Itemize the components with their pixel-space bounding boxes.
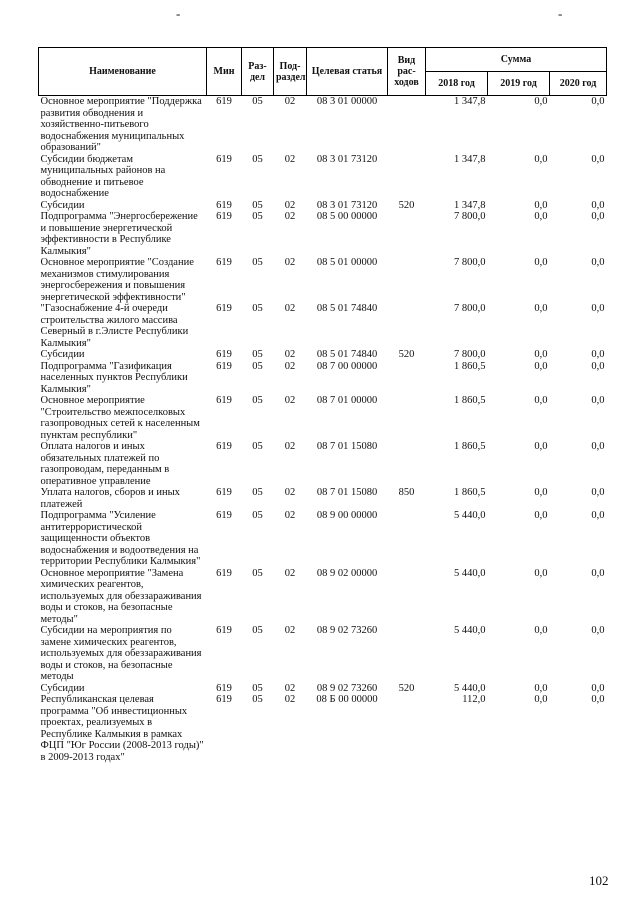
cell-razdel: 05 [252,96,263,107]
cell-razdel: 05 [252,682,263,694]
cell-2020: 0,0 [591,303,605,314]
cell-razdel: 05 [252,395,263,406]
cell-podrazdel: 02 [284,96,296,107]
cell-vid: 520 [398,349,415,360]
cell-min: 619 [216,199,232,211]
cell-2020: 0,0 [591,257,605,268]
cell-2018: 7 800,0 [454,303,486,314]
cell-vid [388,510,426,568]
cell-2020: 0,0 [591,96,605,107]
cell-target: 08 Б 00 00000 [316,694,378,705]
cell-vid: 520 [398,199,415,211]
cell-podrazdel: 02 [284,694,296,705]
table-row [39,510,607,568]
cell-min: 619 [216,349,232,360]
table-row [39,568,607,626]
table-row [39,361,607,396]
table-row [39,303,607,349]
table-row [39,625,607,683]
cell-2020: 0,0 [591,395,605,406]
cell-target: 08 9 02 73260 [316,625,378,636]
cell-2018: 7 800,0 [454,257,486,268]
cell-target: 08 3 01 73120 [316,153,378,165]
cell-2019: 0,0 [534,153,548,165]
cell-vid [388,568,426,626]
cell-vid: 520 [398,682,415,694]
cell-2019: 0,0 [534,694,548,705]
cell-name: Основное мероприятие "Создание механизмов стимулирования энергосбережения и повышения энергетической эффективности" [40,257,194,303]
cell-2019: 0,0 [534,96,548,107]
cell-2018: 1 347,8 [454,96,486,107]
cell-name: "Газоснабжение 4-й очереди строительства жилого массива Северный в г.Элисте Республики Калмыкия" [40,303,189,349]
cell-podrazdel: 02 [284,625,296,636]
table-row [39,395,607,441]
cell-2020: 0,0 [591,510,605,521]
cell-podrazdel: 02 [284,510,296,521]
cell-podrazdel: 02 [284,360,296,372]
cell-vid: 850 [398,487,415,498]
cell-2019: 0,0 [534,567,548,579]
cell-razdel: 05 [252,694,263,705]
cell-min: 619 [216,510,232,521]
header-min: Мин [207,48,242,96]
cell-2019: 0,0 [534,303,548,314]
cell-podrazdel: 02 [284,303,296,314]
cell-podrazdel: 02 [284,441,296,452]
cell-name: Основное мероприятие "Замена химических реагентов, используемых для обеззараживания воды и стоков, на безопасные методы" [40,567,202,625]
cell-min: 619 [216,567,232,579]
cell-razdel: 05 [252,199,263,211]
cell-target: 08 7 01 15080 [316,441,378,452]
table-row [39,200,607,212]
cell-name: Оплата налогов и иных обязательных платежей по газопроводам, переданным в оперативное управление [40,441,170,487]
cell-target: 08 5 01 74840 [316,303,378,314]
cell-2020: 0,0 [591,153,605,165]
cell-2018: 1 860,5 [454,395,486,406]
header-sum: Сумма [426,48,607,72]
cell-2019: 0,0 [534,360,548,372]
cell-razdel: 05 [252,349,263,360]
cell-razdel: 05 [252,211,263,222]
budget-table [38,47,607,763]
cell-name: Подпрограмма "Энергосбережение и повышение энергетической эффективности в Республике Калмыкия" [40,211,198,257]
cell-name: Субсидии бюджетам муниципальных районов на обводнение и питьевое водоснабжение [40,153,166,199]
header-dash-left: - [176,6,181,21]
cell-2019: 0,0 [534,349,548,360]
cell-2018: 1 347,8 [454,199,486,211]
header-2018: 2018 год [426,72,488,96]
cell-2018: 1 860,5 [454,441,486,452]
table-row [39,683,607,695]
table-row [39,257,607,303]
header-2019: 2019 год [488,72,550,96]
cell-podrazdel: 02 [284,199,296,211]
cell-min: 619 [216,360,232,372]
cell-2019: 0,0 [534,510,548,521]
cell-2019: 0,0 [534,395,548,406]
cell-min: 619 [216,682,232,694]
cell-vid [388,361,426,396]
cell-name: Субсидии [40,349,85,360]
cell-min: 619 [216,211,232,222]
cell-2020: 0,0 [591,694,605,705]
page-number: 102 [589,873,609,888]
cell-name: Субсидии на мероприятия по замене химических реагентов, используемых для обеззараживания воды и стоков, на безопасные методы [40,625,202,682]
cell-min: 619 [216,96,232,107]
cell-2018: 112,0 [462,694,486,705]
cell-2019: 0,0 [534,625,548,636]
cell-vid [388,441,426,487]
table-body [39,96,607,764]
cell-name: Уплата налогов, сборов и иных платежей [40,487,180,510]
cell-vid [388,257,426,303]
cell-2020: 0,0 [591,199,605,211]
header-podrazdel: Под-раздел [274,48,307,96]
cell-vid [388,211,426,257]
cell-target: 08 5 00 00000 [316,211,378,222]
cell-podrazdel: 02 [284,349,296,360]
cell-name: Основное мероприятие "Поддержка развития обводнения и хозяйственно-питьевого водоснабжения муниципальных образований" [40,96,202,153]
cell-target: 08 9 00 00000 [316,510,378,521]
cell-2020: 0,0 [591,360,605,372]
cell-name: Основное мероприятие "Строительство межпоселковых газопроводных сетей к населенным пунктам республики" [40,395,200,441]
cell-2020: 0,0 [591,211,605,222]
cell-target: 08 5 01 00000 [316,257,378,268]
cell-min: 619 [216,625,232,636]
cell-vid [388,96,426,154]
cell-2018: 1 860,5 [454,360,486,372]
cell-razdel: 05 [252,487,263,498]
cell-2020: 0,0 [591,625,605,636]
header-razdel: Раз-дел [242,48,274,96]
cell-target: 08 3 01 00000 [316,96,378,107]
cell-name: Республиканская целевая программа "Об инвестиционных проектах, реализуемых в Республике Калмыкия в рамках ФЦП "Юг России (2008-2013 годы)" в 2009-2013 годах" [40,694,204,763]
cell-name: Субсидии [40,682,85,694]
table-row [39,487,607,510]
header-name: Наименование [39,48,207,96]
cell-razdel: 05 [252,567,263,579]
cell-2020: 0,0 [591,682,605,694]
header-2020: 2020 год [550,72,607,96]
cell-target: 08 5 01 74840 [316,349,378,360]
header-dash-right: - [558,6,563,21]
cell-razdel: 05 [252,153,263,165]
header-vid: Вид рас-ходов [388,48,426,96]
cell-2018: 1 860,5 [454,487,486,498]
cell-min: 619 [216,395,232,406]
cell-2019: 0,0 [534,441,548,452]
cell-target: 08 7 01 00000 [316,395,378,406]
cell-podrazdel: 02 [284,211,296,222]
cell-target: 08 7 01 15080 [316,487,378,498]
cell-2020: 0,0 [591,567,605,579]
cell-podrazdel: 02 [284,257,296,268]
cell-target: 08 3 01 73120 [316,199,378,211]
cell-min: 619 [216,303,232,314]
cell-podrazdel: 02 [284,487,296,498]
cell-podrazdel: 02 [284,567,296,579]
cell-2018: 5 440,0 [454,682,486,694]
cell-2019: 0,0 [534,257,548,268]
cell-podrazdel: 02 [284,682,296,694]
table-row [39,154,607,200]
cell-target: 08 9 02 00000 [316,567,378,579]
cell-vid [388,625,426,683]
cell-razdel: 05 [252,360,263,372]
table-row [39,441,607,487]
cell-2020: 0,0 [591,349,605,360]
table-row [39,96,607,154]
cell-2018: 5 440,0 [454,510,486,521]
cell-target: 08 7 00 00000 [316,360,378,372]
cell-razdel: 05 [252,625,263,636]
cell-min: 619 [216,153,232,165]
cell-2019: 0,0 [534,682,548,694]
cell-name: Подпрограмма "Газификация населенных пунктов Республики Калмыкия" [40,360,188,395]
cell-2019: 0,0 [534,487,548,498]
cell-vid [388,303,426,349]
cell-2020: 0,0 [591,487,605,498]
cell-vid [388,154,426,200]
cell-razdel: 05 [252,303,263,314]
cell-min: 619 [216,257,232,268]
cell-vid [388,395,426,441]
table-row [39,694,607,763]
header-target: Целевая статья [307,48,388,96]
cell-name: Субсидии [40,199,85,211]
cell-min: 619 [216,694,232,705]
cell-razdel: 05 [252,257,263,268]
cell-name: Подпрограмма "Усиление антитеррористической защищенности объектов водоснабжения и водоотведения на территории Республики Калмыкия" [40,510,201,567]
cell-2018: 1 347,8 [454,153,486,165]
cell-min: 619 [216,441,232,452]
table-row [39,211,607,257]
cell-2019: 0,0 [534,211,548,222]
cell-razdel: 05 [252,510,263,521]
cell-podrazdel: 02 [284,395,296,406]
cell-2018: 5 440,0 [454,567,486,579]
cell-2018: 7 800,0 [454,349,486,360]
cell-2020: 0,0 [591,441,605,452]
cell-min: 619 [216,487,232,498]
cell-2018: 5 440,0 [454,625,486,636]
cell-target: 08 9 02 73260 [316,682,378,694]
cell-vid [388,694,426,763]
cell-2019: 0,0 [534,199,548,211]
cell-razdel: 05 [252,441,263,452]
cell-podrazdel: 02 [284,153,296,165]
table-row [39,349,607,361]
cell-2018: 7 800,0 [454,211,486,222]
